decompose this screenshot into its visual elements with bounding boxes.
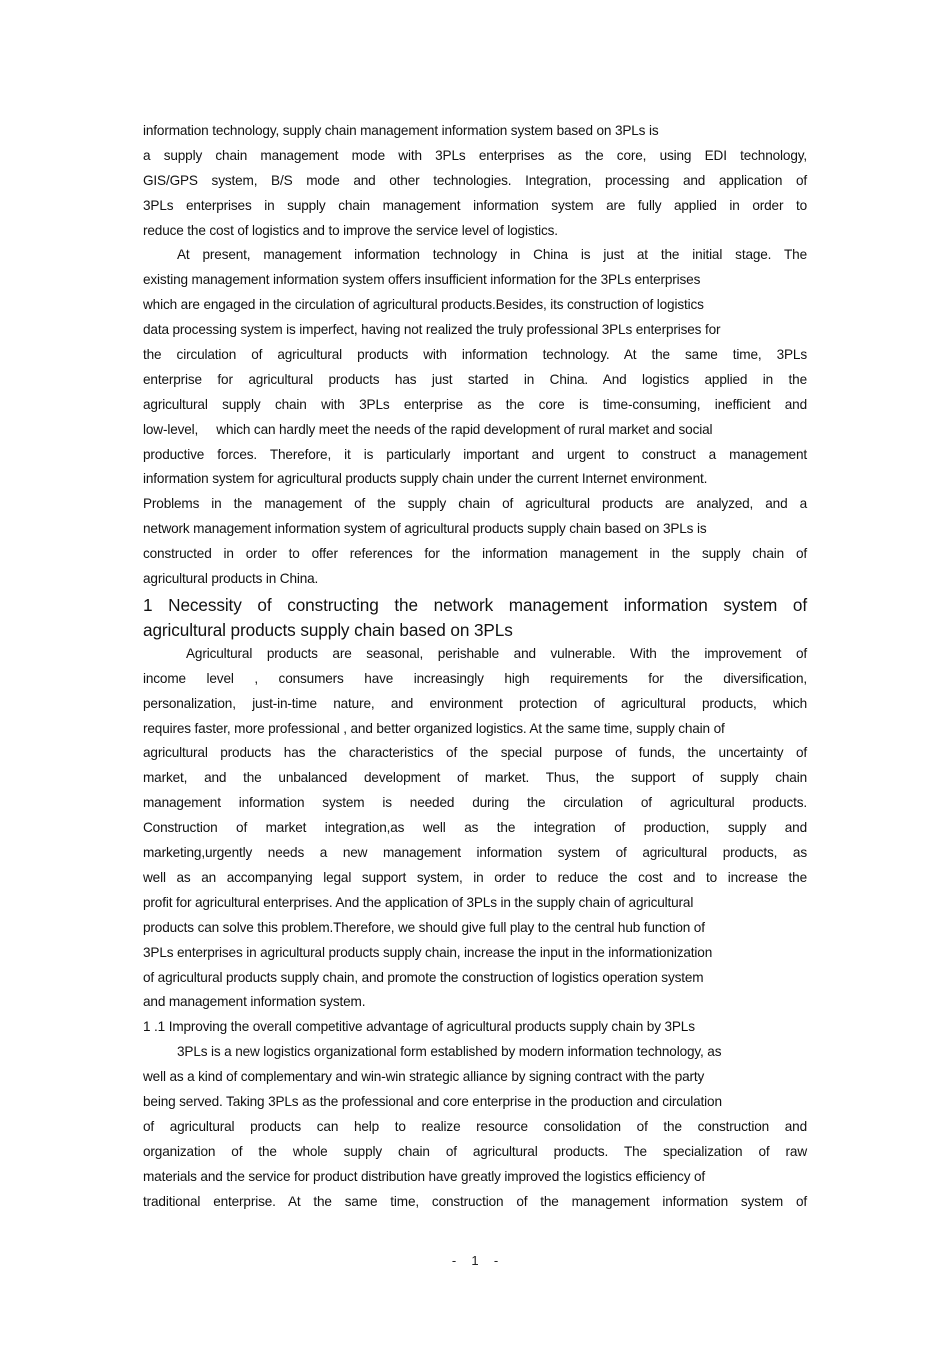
section-1-paragraph (143, 644, 807, 1017)
text-line: agricultural supply chain with 3PLs enterprise as the core is time-consuming, inefficient and (143, 396, 807, 412)
text-line: management information system is needed during the circulation of agricultural products. (143, 795, 807, 811)
subsection-heading: 1 .1 Improving the overall competitive advantage of agricultural products supply chain by 3PLs (143, 1019, 695, 1035)
text-line: well as an accompanying legal support system, in order to reduce the cost and to increase the (143, 869, 807, 885)
text-line: of agricultural products supply chain, and promote the construction of logistics operation system (143, 969, 704, 985)
text-line: and management information system. (143, 994, 366, 1010)
heading-line: agricultural products supply chain based on 3PLs (143, 619, 513, 640)
text-line: low-level, which can hardly meet the needs of the rapid development of rural market and social (143, 421, 713, 437)
text-line: At present, management information technology in China is just at the initial stage. The (177, 247, 807, 263)
text-line: 3PLs enterprises in supply chain management information system are fully applied in order to (143, 197, 807, 213)
text-line: Agricultural products are seasonal, perishable and vulnerable. With the improvement of (186, 645, 807, 661)
text-line: Construction of market integration,as well as the integration of production, supply and (143, 820, 807, 836)
text-line: marketing,urgently needs a new management information system of agricultural products, as (143, 845, 807, 861)
text-line: productive forces. Therefore, it is particularly important and urgent to construct a management (143, 446, 807, 462)
text-line: network management information system of agricultural products supply chain based on 3PLs is (143, 521, 707, 537)
text-line: income level , consumers have increasingly high requirements for the diversification, (143, 670, 807, 686)
text-line: products can solve this problem.Therefore, we should give full play to the central hub function of (143, 919, 705, 935)
text-line: enterprise for agricultural products has just started in China. And logistics applied in the (143, 371, 807, 387)
intro-paragraph (143, 121, 807, 245)
text-line: information technology, supply chain management information system based on 3PLs is (143, 123, 659, 138)
text-line: data processing system is imperfect, having not realized the truly professional 3PLs enterprises for (143, 322, 721, 338)
text-line: agricultural products in China. (143, 571, 319, 587)
text-line: materials and the service for product distribution have greatly improved the logistics efficiency of (143, 1168, 706, 1184)
text-line: information system for agricultural products supply chain under the current Internet environment. (143, 471, 708, 487)
heading-line: 1 Necessity of constructing the network management information system of (143, 594, 807, 615)
text-line: a supply chain management mode with 3PLs enterprises as the core, using EDI technology, (143, 147, 807, 163)
text-line: requires faster, more professional , and better organized logistics. At the same time, supply chain of (143, 720, 725, 736)
text-line: being served. Taking 3PLs as the professional and core enterprise in the production and circulation (143, 1093, 722, 1109)
text-line: existing management information system offers insufficient information for the 3PLs enterprises (143, 272, 701, 288)
page-number: - 1 - (451, 1253, 499, 1268)
page-body (143, 121, 807, 1216)
text-line: profit for agricultural enterprises. And the application of 3PLs in the supply chain of agricultural (143, 894, 694, 910)
text-line: 3PLs enterprises in agricultural products supply chain, increase the input in the informationization (143, 944, 713, 960)
text-line: Problems in the management of the supply chain of agricultural products are analyzed, and a (143, 496, 807, 512)
text-line: well as a kind of complementary and win-win strategic alliance by signing contract with the party (143, 1069, 705, 1085)
text-line: which are engaged in the circulation of agricultural products.Besides, its construction of logistics (143, 297, 704, 313)
text-line: organization of the whole supply chain of agricultural products. The specialization of raw (143, 1143, 807, 1159)
text-line: 3PLs is a new logistics organizational form established by modern information technology, as (177, 1044, 722, 1060)
paragraph-current-situation (143, 245, 807, 593)
text-line: GIS/GPS system, B/S mode and other technologies. Integration, processing and application of (143, 172, 807, 188)
section-1-1 (143, 1017, 807, 1216)
text-line: of agricultural products can help to realize resource consolidation of the construction and (143, 1118, 807, 1134)
text-line: market, and the unbalanced development of market. Thus, the support of supply chain (143, 770, 807, 786)
text-line: the circulation of agricultural products with information technology. At the same time, 3PLs (143, 347, 807, 363)
text-line: constructed in order to offer references for the information management in the supply chain of (143, 546, 807, 562)
text-line: personalization, just-in-time nature, and environment protection of agricultural products, which (143, 695, 807, 711)
text-line: reduce the cost of logistics and to improve the service level of logistics. (143, 222, 558, 238)
text-line: traditional enterprise. At the same time, construction of the management information system of (143, 1193, 807, 1209)
text-line: agricultural products has the characteristics of the special purpose of funds, the uncertainty of (143, 745, 807, 761)
section-1-heading (143, 594, 807, 644)
